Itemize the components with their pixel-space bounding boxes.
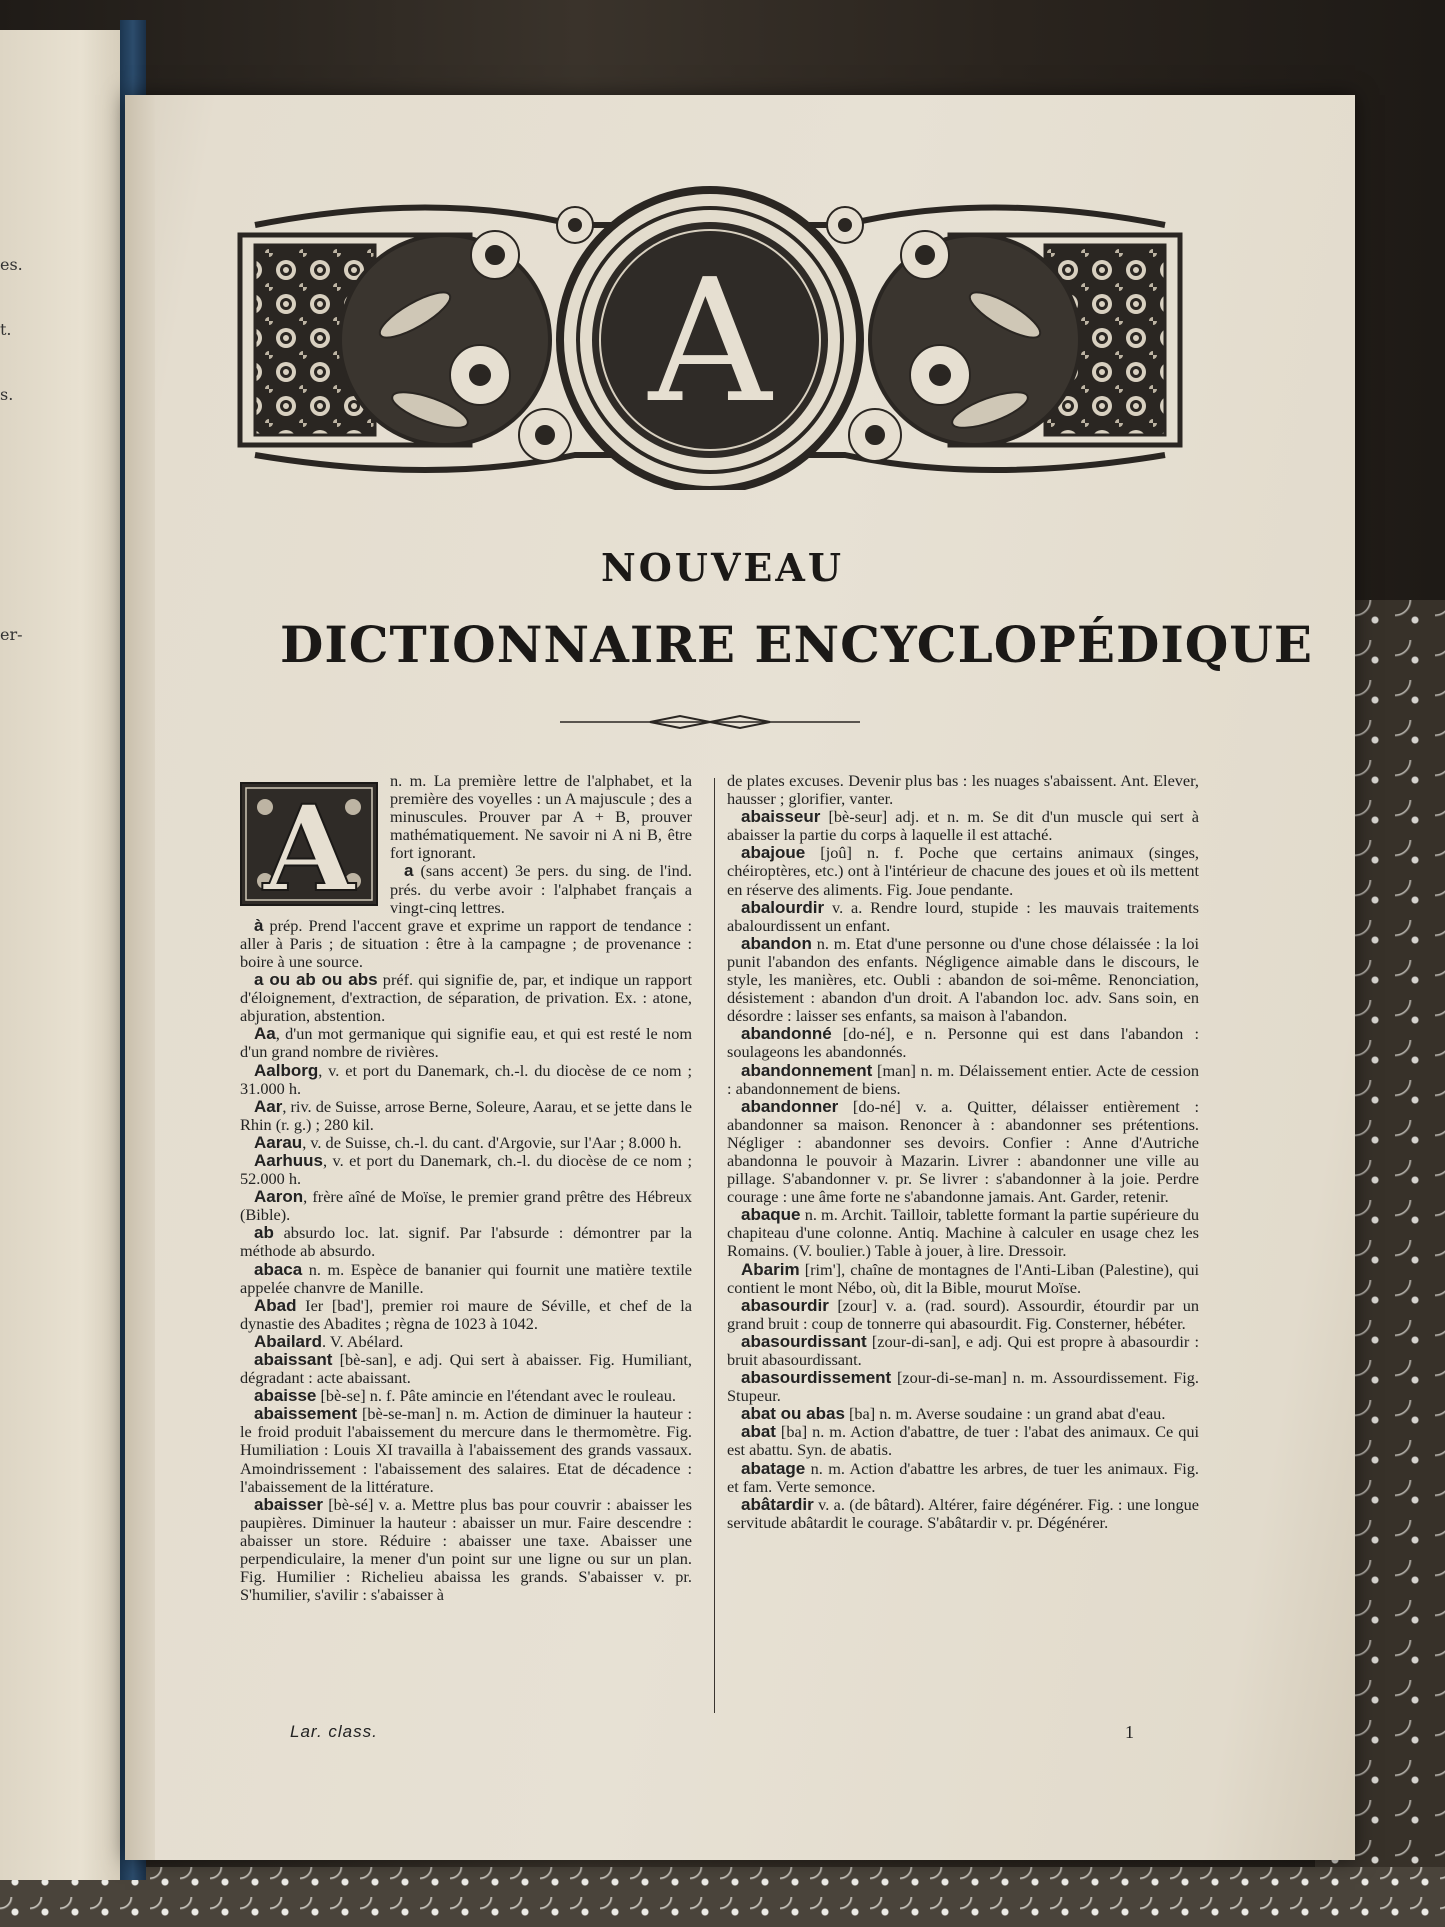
entry: n. m. La première lettre de l'alphabet, et la première des voyelles : un A majuscule ; des a minuscules. Prouver par A + B, prouver mathématiquement. Ne savoir ni A ni B, être fort ignorant. <box>390 771 692 863</box>
headword: abat <box>741 1422 776 1442</box>
left-page-fragment: s. <box>0 385 14 404</box>
headword: abaisser <box>254 1494 323 1514</box>
headword: abâtardir <box>741 1494 814 1514</box>
headword: abaisse <box>254 1386 317 1406</box>
entry: Aaron, frère aîné de Moïse, le premier grand prêtre des Hébreux (Bible). <box>240 1187 692 1225</box>
entry: abaca n. m. Espèce de bananier qui fournit une matière textile appelée chanvre de Manille. <box>240 1259 692 1297</box>
column-rule <box>714 778 715 1713</box>
ornament-letter: A <box>648 243 772 441</box>
entry: abaisse [bè-se] n. f. Pâte amincie en l'étendant avec le rouleau. <box>254 1386 676 1406</box>
entry: Abad Ier [bad'], premier roi maure de Séville, et chef de la dynastie des Abadites ; règna de 1023 à 1042. <box>240 1295 692 1333</box>
entry: à prép. Prend l'accent grave et exprime un rapport de tendance : aller à Paris ; de situation : être à la campagne ; de provenance : boire à une source. <box>240 915 692 971</box>
headword: Abailard <box>254 1331 323 1351</box>
headword: abaque <box>741 1205 801 1225</box>
entry: abandonné [do-né], e n. Personne qui est dans l'abandon : soulageons les abandonnés. <box>727 1024 1199 1062</box>
entry: de plates excuses. Devenir plus bas : les nuages s'abaissent. Ant. Elever, hausser ; glorifier, vanter. <box>727 771 1199 809</box>
entry: abaisser [bè-sé] v. a. Mettre plus bas pour couvrir : abaisser les paupières. Diminuer la hauteur : abaisser un mur. Faire descendre : abaisser un store. Réduire : abaisser une taxe. Abaisser une perpendiculaire, la mener d'un point sur une ligne ou sur un plan. Fig. Humilier : Richelieu abaissa les grands. S'abaisser v. pr. S'humilier, s'avilir : s'abaisser à <box>240 1494 692 1605</box>
entry: abandonner [do-né] v. a. Quitter, délaisser entièrement : abandonner sa maison. Renoncer à : abandonner ses prétentions. Négliger : abandonner ses devoirs. Confier : Anne d'Autriche abandonna le pouvoir à Mazarin. Livrer : abandonner une ville au pillage. S'abandonner v. pr. Se livrer : s'abandonner à la joie. Perdre courage : une âme forte ne s'abandonne jamais. Ant. Garder, retenir. <box>727 1096 1199 1207</box>
headword: Aarhuus <box>254 1150 323 1170</box>
entry: abasourdir [zour] v. a. (rad. sourd). Assourdir, étourdir par un grand bruit : coup de tonnerre qui abasourdit. Fig. Consterner, hébéter. <box>727 1295 1199 1333</box>
entry: ab absurdo loc. lat. signif. Par l'absurde : démontrer par la méthode ab absurdo. <box>240 1223 692 1261</box>
headword: a ou ab ou abs <box>254 970 378 990</box>
entry: Aarau, v. de Suisse, ch.-l. du cant. d'Argovie, sur l'Aar ; 8.000 h. <box>254 1132 682 1152</box>
lace-doily-bottom <box>0 1867 1445 1927</box>
headword: ab <box>254 1223 274 1243</box>
headword: abandon <box>741 933 812 953</box>
left-page <box>0 30 138 1880</box>
headword: Aaron <box>254 1187 304 1207</box>
entry: abatage n. m. Action d'abattre les arbres, de tuer les animaux. Fig. et fam. Verte semonce. <box>727 1458 1199 1496</box>
entry: Abarim [rim'], chaîne de montagnes de l'Anti-Liban (Palestine), qui contient le mont Nébo, où, dit la Bible, mourut Moïse. <box>727 1259 1199 1297</box>
entry: a ou ab ou abs préf. qui signifie de, par, et indique un rapport d'éloignement, d'extraction, de séparation, de privation. Ex. : atone, abjuration, abstention. <box>240 970 692 1026</box>
entry: abat ou abas [ba] n. m. Averse soudaine : un grand abat d'eau. <box>741 1404 1166 1424</box>
entry: Aalborg, v. et port du Danemark, ch.-l. du diocèse de ce nom ; 31.000 h. <box>240 1060 692 1098</box>
headword: abalourdir <box>741 897 825 917</box>
headword: Abarim <box>741 1259 800 1279</box>
entry: abasourdissement [zour-di-se-man] n. m. Assourdissement. Fig. Stupeur. <box>727 1368 1199 1406</box>
entry: abandon n. m. Etat d'une personne ou d'une chose délaissée : la loi punit l'abandon des enfants. Négligence aimable dans le discours, le style, les manières, etc. Oubli : abandon de soi-même. Renonciation, désistement : abandon d'un droit. A l'abandon loc. adv. Sans soin, en désordre : laisser ses enfants, sa maison à l'abandon. <box>727 933 1199 1026</box>
entry: abaissant [bè-san], e adj. Qui sert à abaisser. Fig. Humiliant, dégradant : acte abaissant. <box>240 1350 692 1388</box>
headword: abaissement <box>254 1404 357 1424</box>
page-number: 1 <box>1125 1722 1134 1742</box>
left-column <box>240 772 692 1604</box>
left-page-fragment: t. <box>0 320 12 339</box>
entry: abandonnement [man] n. m. Délaissement entier. Acte de cession : abandonnement de biens. <box>727 1060 1199 1098</box>
headword: abasourdissement <box>741 1368 892 1388</box>
headword: abatage <box>741 1458 806 1478</box>
entry: abaisseur [bè-seur] adj. et n. m. Se dit d'un muscle qui sert à abaisser la partie du corps à laquelle il est attaché. <box>727 807 1199 845</box>
headword: Aarau <box>254 1132 303 1152</box>
headword: abaissant <box>254 1350 333 1369</box>
entry: abaissement [bè-se-man] n. m. Action de diminuer la hauteur : le froid produit l'abaissement du mercure dans le thermomètre. Fig. Humiliation : Louis XI travailla à l'abaissement des grands vassaux. Amoindrissement : l'abaissement des salaires. Etat de décadence : l'abaissement de la littérature. <box>240 1404 692 1496</box>
footer-series: Lar. class. <box>290 1722 378 1741</box>
entry: Aa, d'un mot germanique qui signifie eau, et qui est resté le nom d'un grand nombre de rivières. <box>240 1024 692 1062</box>
headword: abaca <box>254 1259 303 1279</box>
entry: Aarhuus, v. et port du Danemark, ch.-l. du diocèse de ce nom ; 52.000 h. <box>240 1150 692 1189</box>
headword: Aa <box>254 1024 276 1044</box>
right-column <box>727 772 1199 1532</box>
entry: abaque n. m. Archit. Tailloir, tablette formant la partie supérieure du chapiteau d'une colonne. Antiq. Machine à calculer en usage chez les Romains. (V. boulier.) Table à jouer, à lire. Dressoir. <box>727 1205 1199 1261</box>
headword: abandonnement <box>741 1060 873 1080</box>
headword: a <box>404 861 414 881</box>
headword: abaisseur <box>741 807 821 827</box>
headword: Abad <box>254 1295 297 1315</box>
headword: abandonné <box>741 1024 832 1044</box>
headword: abat ou abas <box>741 1404 845 1424</box>
dropcap-initial <box>240 782 378 906</box>
headword: Aar <box>254 1096 283 1116</box>
entry: abâtardir v. a. (de bâtard). Altérer, faire dégénérer. Fig. : une longue servitude abâtardit le courage. S'abâtardir v. pr. Dégénérer. <box>727 1494 1199 1532</box>
left-page-fragment: es. <box>0 255 23 274</box>
entry: abalourdir v. a. Rendre lourd, stupide : les mauvais traitements abalourdissent un enfant. <box>727 897 1199 935</box>
headword: abasourdissant <box>741 1331 867 1351</box>
page-gutter <box>125 95 155 1860</box>
dropcap-letter: A <box>263 782 355 906</box>
ornamental-header <box>235 185 1185 490</box>
entry: a (sans accent) 3e pers. du sing. de l'ind. prés. du verbe avoir : l'alphabet français a vingt-cinq lettres. <box>390 861 692 917</box>
left-page-fragment: er- <box>0 625 23 644</box>
entry: Aar, riv. de Suisse, arrose Berne, Soleure, Aarau, et se jette dans le Rhin (r. g.) ; 280 kil. <box>240 1096 692 1134</box>
headword: à <box>254 915 264 935</box>
title-divider <box>560 712 860 732</box>
entry: abajoue [joû] n. f. Poche que certains animaux (singes, chéiroptères, etc.) ont à l'intérieur de chacune des joues et où ils mettent en réserve des aliments. Fig. Joue pendante. <box>727 843 1199 899</box>
headword: abajoue <box>741 843 806 863</box>
title-dictionnaire: DICTIONNAIRE ENCYCLOPÉDIQUE <box>280 615 1314 674</box>
headword: abasourdir <box>741 1295 829 1315</box>
headword: abandonner <box>741 1096 839 1116</box>
entry: abat [ba] n. m. Action d'abattre, de tuer : l'abat des animaux. Ce qui est abattu. Syn. de abatis. <box>727 1422 1199 1460</box>
title-nouveau: NOUVEAU <box>600 545 845 590</box>
entry: abasourdissant [zour-di-san], e adj. Qui est propre à abasourdir : bruit abasourdissant. <box>727 1331 1199 1369</box>
headword: Aalborg <box>254 1060 319 1080</box>
entry: Abailard. V. Abélard. <box>254 1331 404 1351</box>
